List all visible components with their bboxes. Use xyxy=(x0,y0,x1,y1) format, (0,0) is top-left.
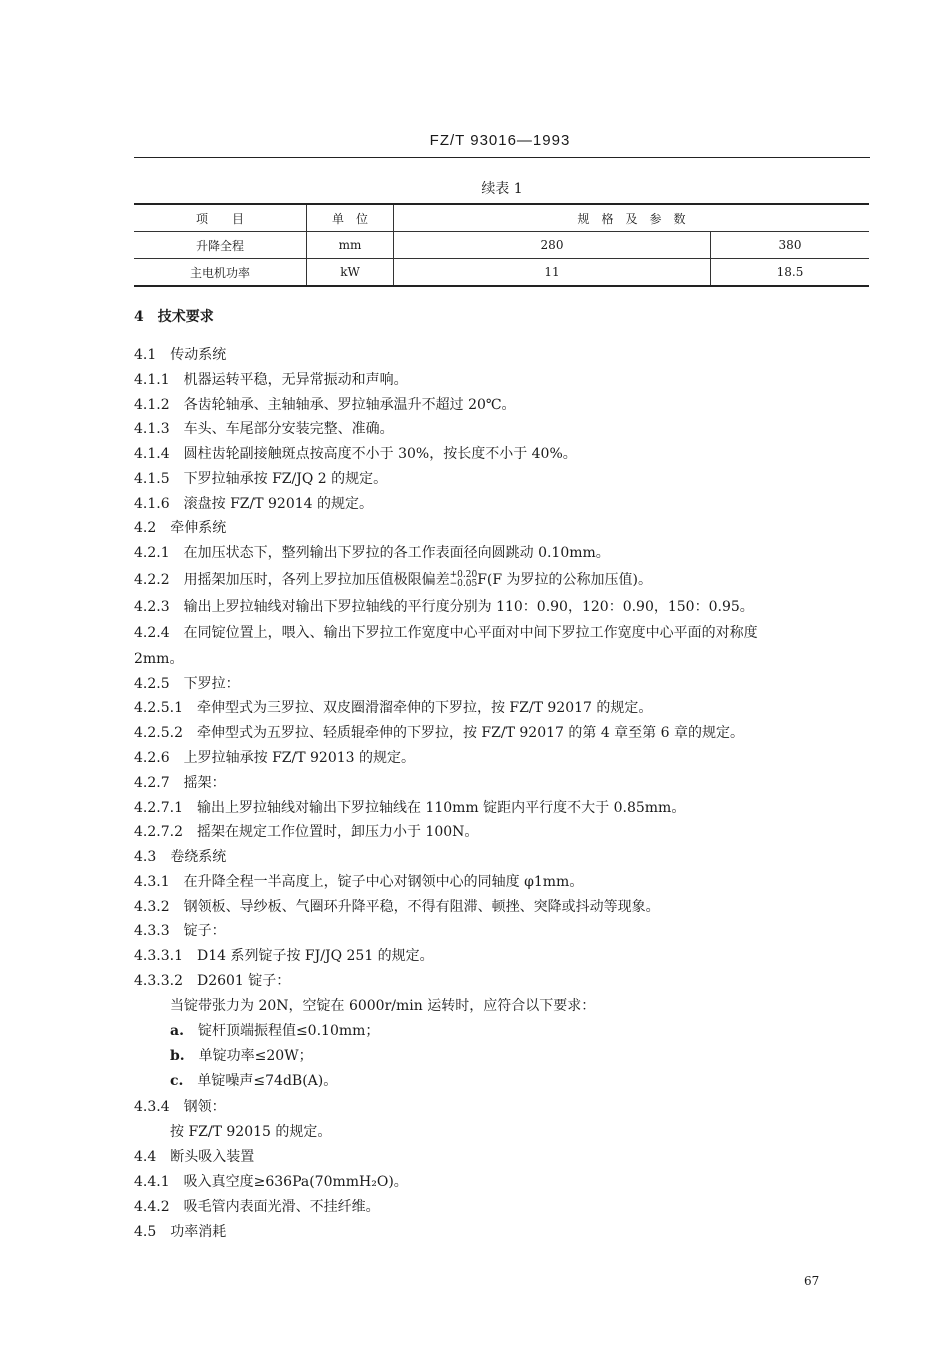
tolerance: +0.20 −0.05 xyxy=(449,570,478,589)
cell-unit: mm xyxy=(307,232,394,259)
table-row xyxy=(134,232,869,259)
list-item: b. 单锭功率≤20W； xyxy=(170,1048,313,1064)
clause-4-3-2: 4.3.2 钢领板、导纱板、气圈环升降平稳，不得有阻滞、顿挫、突降或抖动等现象。 xyxy=(134,899,660,915)
clause-4-2: 4.2 牵伸系统 xyxy=(134,520,227,536)
cell-value-1: 280 xyxy=(394,232,711,259)
clause-4-4-2: 4.4.2 吸毛管内表面光滑、不挂纤维。 xyxy=(134,1199,380,1215)
clause-4-3: 4.3 卷绕系统 xyxy=(134,849,227,865)
clause-4-2-7-2: 4.2.7.2 摇架在规定工作位置时，卸压力小于 100N。 xyxy=(134,824,479,840)
clause-4-4: 4.4 断头吸入装置 xyxy=(134,1149,255,1165)
cell-item: 主电机功率 xyxy=(134,259,307,287)
table-row xyxy=(134,259,869,287)
standard-code-header: FZ/T 93016—1993 xyxy=(429,132,571,149)
cell-value-2: 380 xyxy=(711,232,870,259)
section-4-heading: 4 技术要求 xyxy=(134,309,214,325)
list-item: c. 单锭噪声≤74dB(A)。 xyxy=(170,1073,338,1089)
clause-4-2-2: 4.2.2 用摇架加压时，各列上罗拉加压值极限偏差 +0.20 −0.05 F(F 为罗拉的公称加压值)。 xyxy=(134,570,653,589)
clause-4-1-4: 4.1.4 圆柱齿轮副接触斑点按高度不小于 30%，按长度不小于 40%。 xyxy=(134,446,577,462)
clause-4-2-6: 4.2.6 上罗拉轴承按 FZ/T 92013 的规定。 xyxy=(134,750,416,766)
clause-4-3-3-2: 4.3.3.2 D2601 锭子： xyxy=(134,973,291,989)
table-caption: 续表 1 xyxy=(481,181,523,197)
clause-4-3-1: 4.3.1 在升降全程一半高度上，锭子中心对钢领中心的同轴度 φ1mm。 xyxy=(134,874,584,890)
clause-4-1-2: 4.1.2 各齿轮轴承、主轴轴承、罗拉轴承温升不超过 20℃。 xyxy=(134,397,516,413)
table-header-row xyxy=(134,204,869,232)
cell-unit: kW xyxy=(307,259,394,287)
spec-table xyxy=(134,203,869,287)
col-header-unit: 单 位 xyxy=(307,204,394,232)
cell-value-2: 18.5 xyxy=(711,259,870,287)
clause-4-2-7-1: 4.2.7.1 输出上罗拉轴线对输出下罗拉轴线在 110mm 锭距内平行度不大于 0.85mm。 xyxy=(134,800,686,816)
clause-4-3-3: 4.3.3 锭子： xyxy=(134,923,226,939)
clause-4-2-5-2: 4.2.5.2 牵伸型式为五罗拉、轻质辊牵伸的下罗拉，按 FZ/T 92017 的第 4 章至第 6 章的规定。 xyxy=(134,725,744,741)
clause-4-2-5-1: 4.2.5.1 牵伸型式为三罗拉、双皮圈滑溜牵伸的下罗拉，按 FZ/T 92017 的规定。 xyxy=(134,700,653,716)
clause-4-1-6: 4.1.6 滚盘按 FZ/T 92014 的规定。 xyxy=(134,496,374,512)
clause-4-2-5: 4.2.5 下罗拉： xyxy=(134,676,240,692)
clause-4-1-5: 4.1.5 下罗拉轴承按 FZ/JQ 2 的规定。 xyxy=(134,471,388,487)
clause-4-1: 4.1 传动系统 xyxy=(134,347,227,363)
clause-4-3-3-1: 4.3.3.1 D14 系列锭子按 FJ/JQ 251 的规定。 xyxy=(134,948,434,964)
clause-4-1-1: 4.1.1 机器运转平稳，无异常振动和声响。 xyxy=(134,372,408,388)
clause-4-2-4-cont: 2mm。 xyxy=(134,651,184,667)
clause-4-3-4-body: 按 FZ/T 92015 的规定。 xyxy=(170,1124,332,1140)
list-item: a. 锭杆顶端振程值≤0.10mm； xyxy=(170,1023,380,1039)
page-number: 67 xyxy=(804,1274,820,1288)
clause-4-1-3: 4.1.3 车头、车尾部分安装完整、准确。 xyxy=(134,421,394,437)
clause-4-2-3: 4.2.3 输出上罗拉轴线对输出下罗拉轴线的平行度分别为 110：0.90，120：0.90，150：0.95。 xyxy=(134,599,754,615)
clause-4-3-4: 4.3.4 钢领： xyxy=(134,1099,226,1115)
col-header-item: 项 目 xyxy=(134,204,307,232)
header-rule xyxy=(134,157,870,158)
cell-value-1: 11 xyxy=(394,259,711,287)
clause-4-2-7: 4.2.7 摇架： xyxy=(134,775,226,791)
col-header-spec: 规 格 及 参 数 xyxy=(394,204,870,232)
cell-item: 升降全程 xyxy=(134,232,307,259)
clause-4-5: 4.5 功率消耗 xyxy=(134,1224,227,1240)
clause-4-3-3-2-intro: 当锭带张力为 20N，空锭在 6000r/min 运转时，应符合以下要求： xyxy=(170,998,596,1014)
clause-4-2-4: 4.2.4 在同锭位置上，喂入、输出下罗拉工作宽度中心平面对中间下罗拉工作宽度中心平面的对称度 xyxy=(134,625,758,641)
clause-4-2-1: 4.2.1 在加压状态下，整列输出下罗拉的各工作表面径向圆跳动 0.10mm。 xyxy=(134,545,610,561)
clause-4-4-1: 4.4.1 吸入真空度≥636Pa(70mmH₂O)。 xyxy=(134,1174,408,1190)
